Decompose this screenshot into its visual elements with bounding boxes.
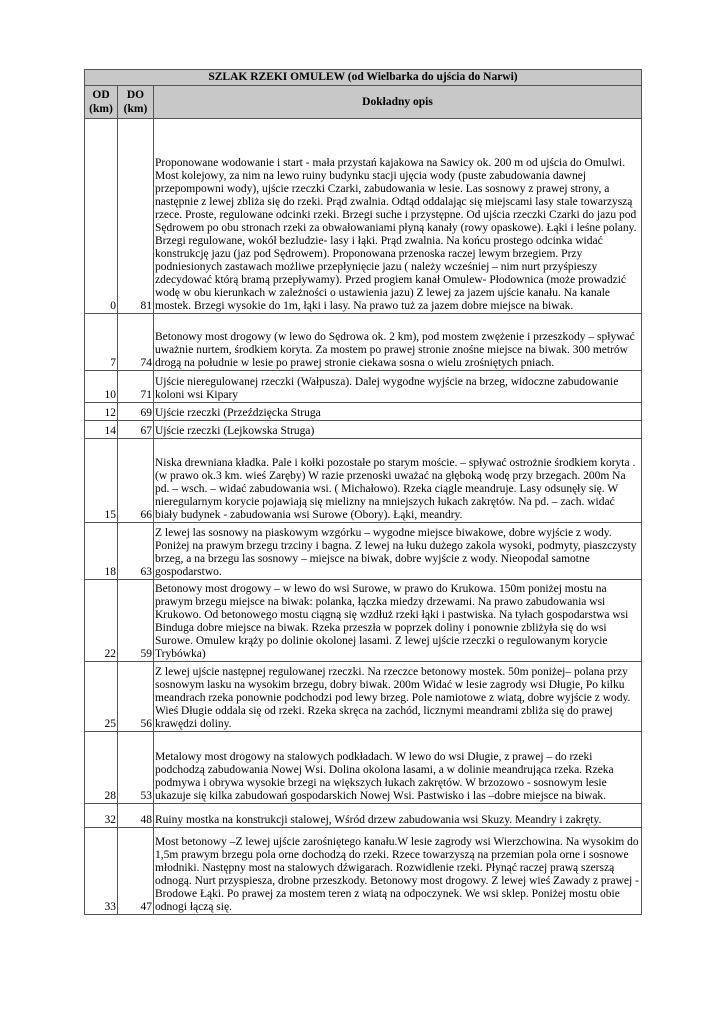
cell-desc <box>154 439 642 523</box>
table-row <box>85 828 642 915</box>
table-row <box>85 314 642 371</box>
desc-text: Proponowane wodowanie i start - mała przystań kajakowa na Sawicy ok. 200 m od ujścia do Omulwi. Most kolejowy, za nim na lewo ruiny budynku stacji ujęcia wody (puste zabudowania dawnej przepompowni wody), ujście rzeczki Czarki, zabudowania w lesie. Las sosnowy z prawej strony, a następnie z lewej zbliża się do rzeki. Prąd zwalnia. Odtąd oddalając się miejscami lasy stale towarzyszą rzece. Proste, regulowane odcinki rzeki. Brzegi suche i przystępne. Od ujścia rzeczki Czarki do jazu pod Sędrowem po obu stronach rzeki za obwałowaniami płyną kanały (rowy opaskowe). Łąki i leśne polany. Brzegi regulowane, wokół bezludzie- lasy i łąki. Prąd zwalnia. Na końcu prostego odcinka widać konstrukcję jazu (jaz pod Sędrowem). Proponowana przenoska raczej lewym brzegiem. Przy podniesionych zastawach możliwe przepłynięcie jazu ( należy wcześniej – nim nurt przyśpieszy zdecydować którą bramą przepływamy). Przed progiem kanał Omulew- Płodownica (może prowadzić wodę w obu kierunkach w zależności o ustawienia jazu) Z lewej za jazem ujście kanału. Na kanale mostek. Brzegi wysokie do 1m, łąki i lasy. Na prawo tuż za jazem dobre miejsce na biwak. <box>155 157 637 312</box>
cell-od: 0 <box>85 119 118 314</box>
cell-od: 18 <box>85 523 118 580</box>
cell-od: 12 <box>85 403 118 421</box>
cell-od: 22 <box>85 580 118 662</box>
cell-do: 74 <box>118 314 154 371</box>
desc-text: Niska drewniana kładka. Pale i kołki pozostałe po starym moście. – spływać ostrożnie środkiem koryta . (w prawo ok.3 km. wieś Zaręby) W razie przenoski uważać na głęboką wodę przy brzegach. 200m Na pd. – wsch. – widać zabudowania wsi. ( Michałowo). Rzeka ciągle meandruje. Lasy odsunęły się. W nieregularnym korycie pojawiają się mielizny na mniejszych łukach zakrętów. Na pd. – zach. widać biały budynek - zabudowania wsi Surowe (Obory). Łąki, meandry. <box>155 457 636 521</box>
table-row <box>85 119 642 314</box>
header-do: DO (km) <box>118 86 154 119</box>
desc-text: Z lewej las sosnowy na piaskowym wzgórku – wygodne miejsce biwakowe, dobre wyjście z wody. Poniżej na prawym brzegu trzciny i bagna. Z lewej na łuku dużego zakola wysoki, podmyty, piaszczysty brzeg, a na brzegu las sosnowy – miejsce na biwak, dobre wyjście z wody. Nieopodal samotne gospodarstwo. <box>155 527 637 578</box>
cell-od: 15 <box>85 439 118 523</box>
desc-text: Ujście rzeczki (Przeździęcka Struga <box>155 407 321 419</box>
table-row <box>85 523 642 580</box>
table-row <box>85 371 642 403</box>
cell-desc <box>154 523 642 580</box>
cell-do: 53 <box>118 732 154 804</box>
header-row <box>85 86 642 119</box>
cell-od: 7 <box>85 314 118 371</box>
cell-do: 69 <box>118 403 154 421</box>
desc-text: Ujście nieregulowanej rzeczki (Wałpusza). Dalej wygodne wyjście na brzeg, widoczne zabudowanie koloni wsi Kipary <box>155 376 619 401</box>
cell-desc <box>154 403 642 421</box>
desc-text: Betonowy most drogowy (w lewo do Sędrowa ok. 2 km), pod mostem zwężenie i przeszkody – spływać uważnie nurtem, środkiem koryta. Za mostem po prawej stronie znośne miejsce na biwak. 300 metrów drogą na południe w lesie po prawej stronie ciekawa sosna o wielu zrośniętych pniach. <box>155 331 635 369</box>
table-row <box>85 804 642 828</box>
desc-text: Ujście rzeczki (Lejkowska Struga) <box>155 425 315 437</box>
table-title: SZLAK RZEKI OMULEW (od Wielbarka do ujścia do Narwi) <box>85 70 642 86</box>
cell-do: 81 <box>118 119 154 314</box>
cell-desc <box>154 421 642 439</box>
route-table <box>84 69 642 915</box>
cell-desc <box>154 119 642 314</box>
cell-do: 63 <box>118 523 154 580</box>
cell-desc <box>154 804 642 828</box>
cell-desc <box>154 371 642 403</box>
cell-od: 33 <box>85 828 118 915</box>
cell-do: 71 <box>118 371 154 403</box>
cell-do: 47 <box>118 828 154 915</box>
cell-do: 48 <box>118 804 154 828</box>
cell-od: 10 <box>85 371 118 403</box>
table-row <box>85 580 642 662</box>
desc-text: Metalowy most drogowy na stalowych podkładach. W lewo do wsi Długie, z prawej – do rzeki podchodzą zabudowania Nowej Wsi. Dolina okolona lasami, a w dolinie meandrująca rzeka. Rzeka podmywa i obrywa wysokie brzegi na większych łukach zakrętów. W brzozowo - sosnowym lesie ukazuje się kilka zabudowań gospodarskich Nowej Wsi. Pastwisko i las –dobre miejsce na biwak. <box>155 751 614 802</box>
cell-od: 25 <box>85 662 118 732</box>
desc-text: Ruiny mostka na konstrukcji stalowej, Wśród drzew zabudowania wsi Skuzy. Meandry i zakręty. <box>155 814 602 826</box>
desc-text: Most betonowy –Z lewej ujście zarośniętego kanału.W lesie zagrody wsi Wierzchowina. Na wysokim do 1,5m prawym brzegu pola orne dochodzą do rzeki. Rzece towarzyszą na przemian pola orne i sosnowe młodniki. Następny most na stalowych dźwigarach. Rozwidlenie rzeki. Płynąć raczej prawą szerszą odnogą. Nurt przyspiesza, drobne przeszkody. Betonowy most drogowy. Z lewej wieś Zawady z prawej -Brodowe Łąki. Po prawej za mostem teren z wiatą na odpoczynek. We wsi sklep. Poniżej mostu obie odnogi łączą się. <box>155 836 639 913</box>
table-row <box>85 403 642 421</box>
table-row <box>85 421 642 439</box>
cell-od: 14 <box>85 421 118 439</box>
cell-do: 56 <box>118 662 154 732</box>
desc-text: Z lewej ujście następnej regulowanej rzeczki. Na rzeczce betonowy mostek. 50m poniżej– polana przy sosnowym lasku na wysokim brzegu, dobry biwak. 200m Widać w lesie zagrody wsi Długie, Po kilku meandrach rzeka ponownie podchodzi pod lewy brzeg. Pole namiotowe z wiatą, dobre wyjście z wody. Wieś Długie oddala się od rzeki. Rzeka skręca na zachód, licznymi meandrami zbliża się do prawej krawędzi doliny. <box>155 666 631 730</box>
title-row <box>85 70 642 86</box>
table-row <box>85 439 642 523</box>
cell-desc <box>154 828 642 915</box>
cell-od: 32 <box>85 804 118 828</box>
cell-desc <box>154 580 642 662</box>
header-od: OD (km) <box>85 86 118 119</box>
cell-desc <box>154 662 642 732</box>
cell-desc <box>154 732 642 804</box>
desc-text: Betonowy most drogowy – w lewo do wsi Surowe, w prawo do Krukowa. 150m poniżej mostu na prawym brzegu miejsce na biwak: polanka, łączka miedzy drzewami. Na prawo zabudowania wsi Krukowo. Od betonowego mostu ciągną się wzdłuż rzeki łąki i pastwiska. Na tyłach gospodarstwa wsi Binduga dobre miejsce na biwak. Rzeka przeszła w poprzek doliny i ponownie zbliżyła się do wsi Surowe. Omulew krąży po dolinie okolonej lasami. Z lewej ujście rzeczki o regulowanym korycie Trybówka) <box>155 583 629 660</box>
table-row <box>85 662 642 732</box>
table-row <box>85 732 642 804</box>
cell-od: 28 <box>85 732 118 804</box>
cell-do: 66 <box>118 439 154 523</box>
header-opis: Dokładny opis <box>154 86 642 119</box>
cell-do: 67 <box>118 421 154 439</box>
cell-do: 59 <box>118 580 154 662</box>
cell-desc <box>154 314 642 371</box>
